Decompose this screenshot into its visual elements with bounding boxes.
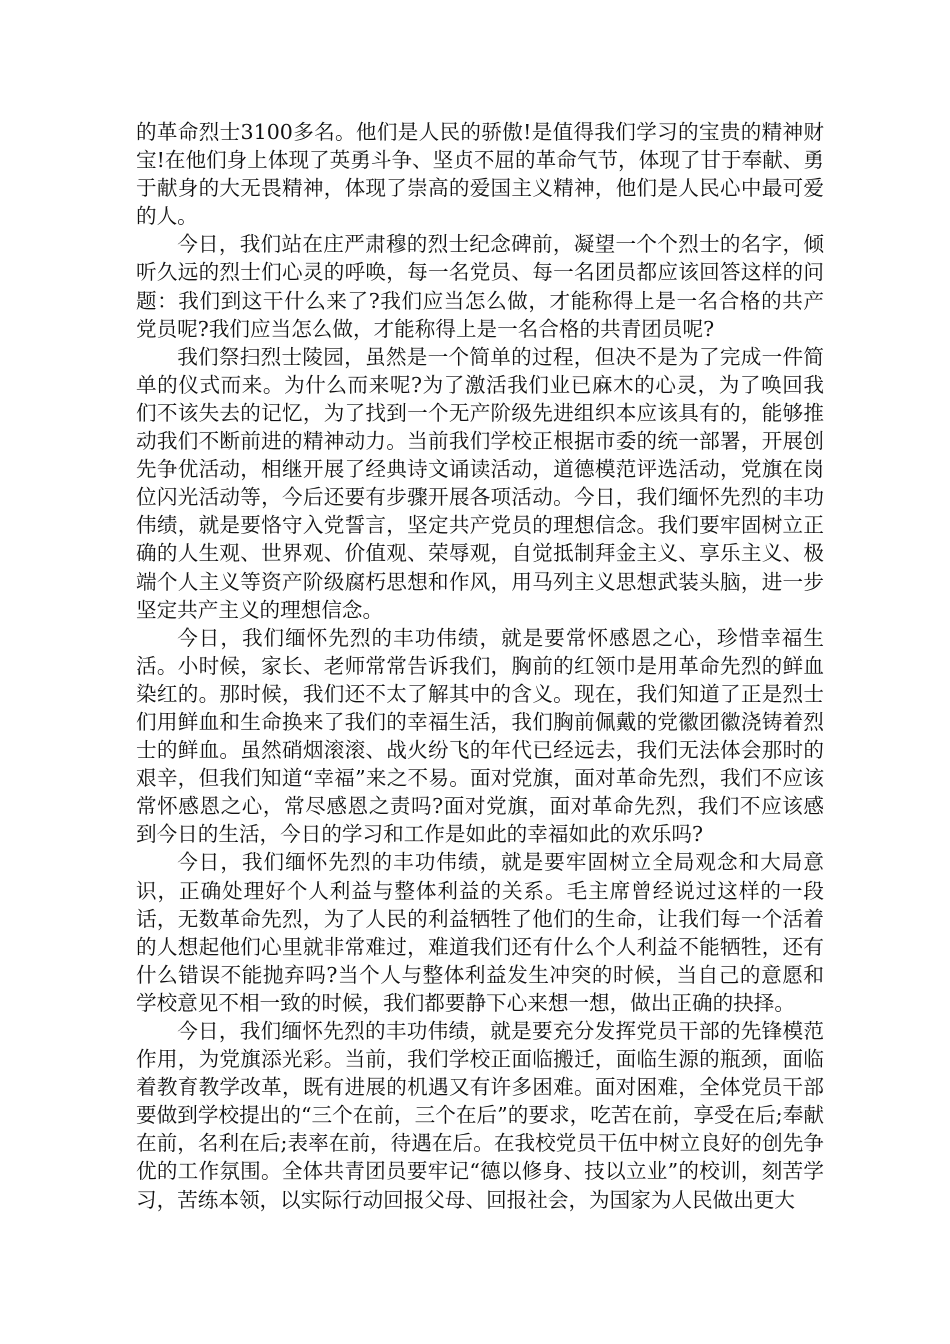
paragraph-5: 今日，我们缅怀先烈的丰功伟绩，就是要牢固树立全局观念和大局意识，正确处理好个人利益与整体利益的关系。毛主席曾经说过这样的一段话，无数革命先烈，为了人民的利益牺牲了他们的生命，让我们每一个活着的人想起他们心里就非常难过，难道我们还有什么个人利益不能牺牲，还有什么错误不能抛弃吗?当个人与整体利益发生冲突的时候，当自己的意愿和学校意见不相一致的时候，我们都要静下心来想一想，做出正确的抉择。: [136, 850, 824, 1015]
paragraph-1: 的革命烈士3100多名。他们是人民的骄傲!是值得我们学习的宝贵的精神财宝!在他们身上体现了英勇斗争、坚贞不屈的革命气节，体现了甘于奉献、勇于献身的大无畏精神，体现了崇高的爱国主义精神，他们是人民心中最可爱的人。: [136, 120, 824, 229]
document-body: [136, 118, 824, 1214]
paragraph-3: 我们祭扫烈士陵园，虽然是一个简单的过程，但决不是为了完成一件简单的仪式而来。为什么而来呢?为了激活我们业已麻木的心灵，为了唤回我们不该失去的记忆，为了找到一个无产阶级先进组织本应该具有的，能够推动我们不断前进的精神动力。当前我们学校正根据市委的统一部署，开展创先争优活动，相继开展了经典诗文诵读活动，道德模范评选活动，党旗在岗位闪光活动等，今后还要有步骤开展各项活动。今日，我们缅怀先烈的丰功伟绩，就是要恪守入党誓言，坚定共产党员的理想信念。我们要牢固树立正确的人生观、世界观、价值观、荣辱观，自觉抵制拜金主义、享乐主义、极端个人主义等资产阶级腐朽思想和作风，用马列主义思想武装头脑，进一步坚定共产主义的理想信念。: [136, 344, 824, 622]
paragraph-6: 今日，我们缅怀先烈的丰功伟绩，就是要充分发挥党员干部的先锋模范作用，为党旗添光彩。当前，我们学校正面临搬迁，面临生源的瓶颈，面临着教育教学改革，既有进展的机遇又有许多困难。面对困难，全体党员干部要做到学校提出的“三个在前，三个在后”的要求，吃苦在前，享受在后;奉献在前，名利在后;表率在前，待遇在后。在我校党员干伍中树立良好的创先争优的工作氛围。全体共青团员要牢记“德以修身、技以立业”的校训，刻苦学习，苦练本领，以实际行动回报父母、回报社会，为国家为人民做出更大: [136, 1019, 824, 1212]
paragraph-4: 今日，我们缅怀先烈的丰功伟绩，就是要常怀感恩之心，珍惜幸福生活。小时候，家长、老师常常告诉我们，胸前的红领巾是用革命先烈的鲜血染红的。那时候，我们还不太了解其中的含义。现在，我们知道了正是烈士们用鲜血和生命换来了我们的幸福生活，我们胸前佩戴的党徽团徽浇铸着烈士的鲜血。虽然硝烟滚滚、战火纷飞的年代已经远去，我们无法体会那时的艰辛，但我们知道“幸福”来之不易。面对党旗，面对革命先烈，我们不应该常怀感恩之心，常尽感恩之责吗?面对党旗，面对革命先烈，我们不应该感到今日的生活，今日的学习和工作是如此的幸福如此的欢乐吗?: [136, 625, 824, 847]
paragraph-2: 今日，我们站在庄严肃穆的烈士纪念碑前，凝望一个个烈士的名字，倾听久远的烈士们心灵的呼唤，每一名党员、每一名团员都应该回答这样的问题：我们到这干什么来了?我们应当怎么做，才能称得上是一名合格的共产党员呢?我们应当怎么做，才能称得上是一名合格的共青团员呢?: [136, 232, 824, 341]
